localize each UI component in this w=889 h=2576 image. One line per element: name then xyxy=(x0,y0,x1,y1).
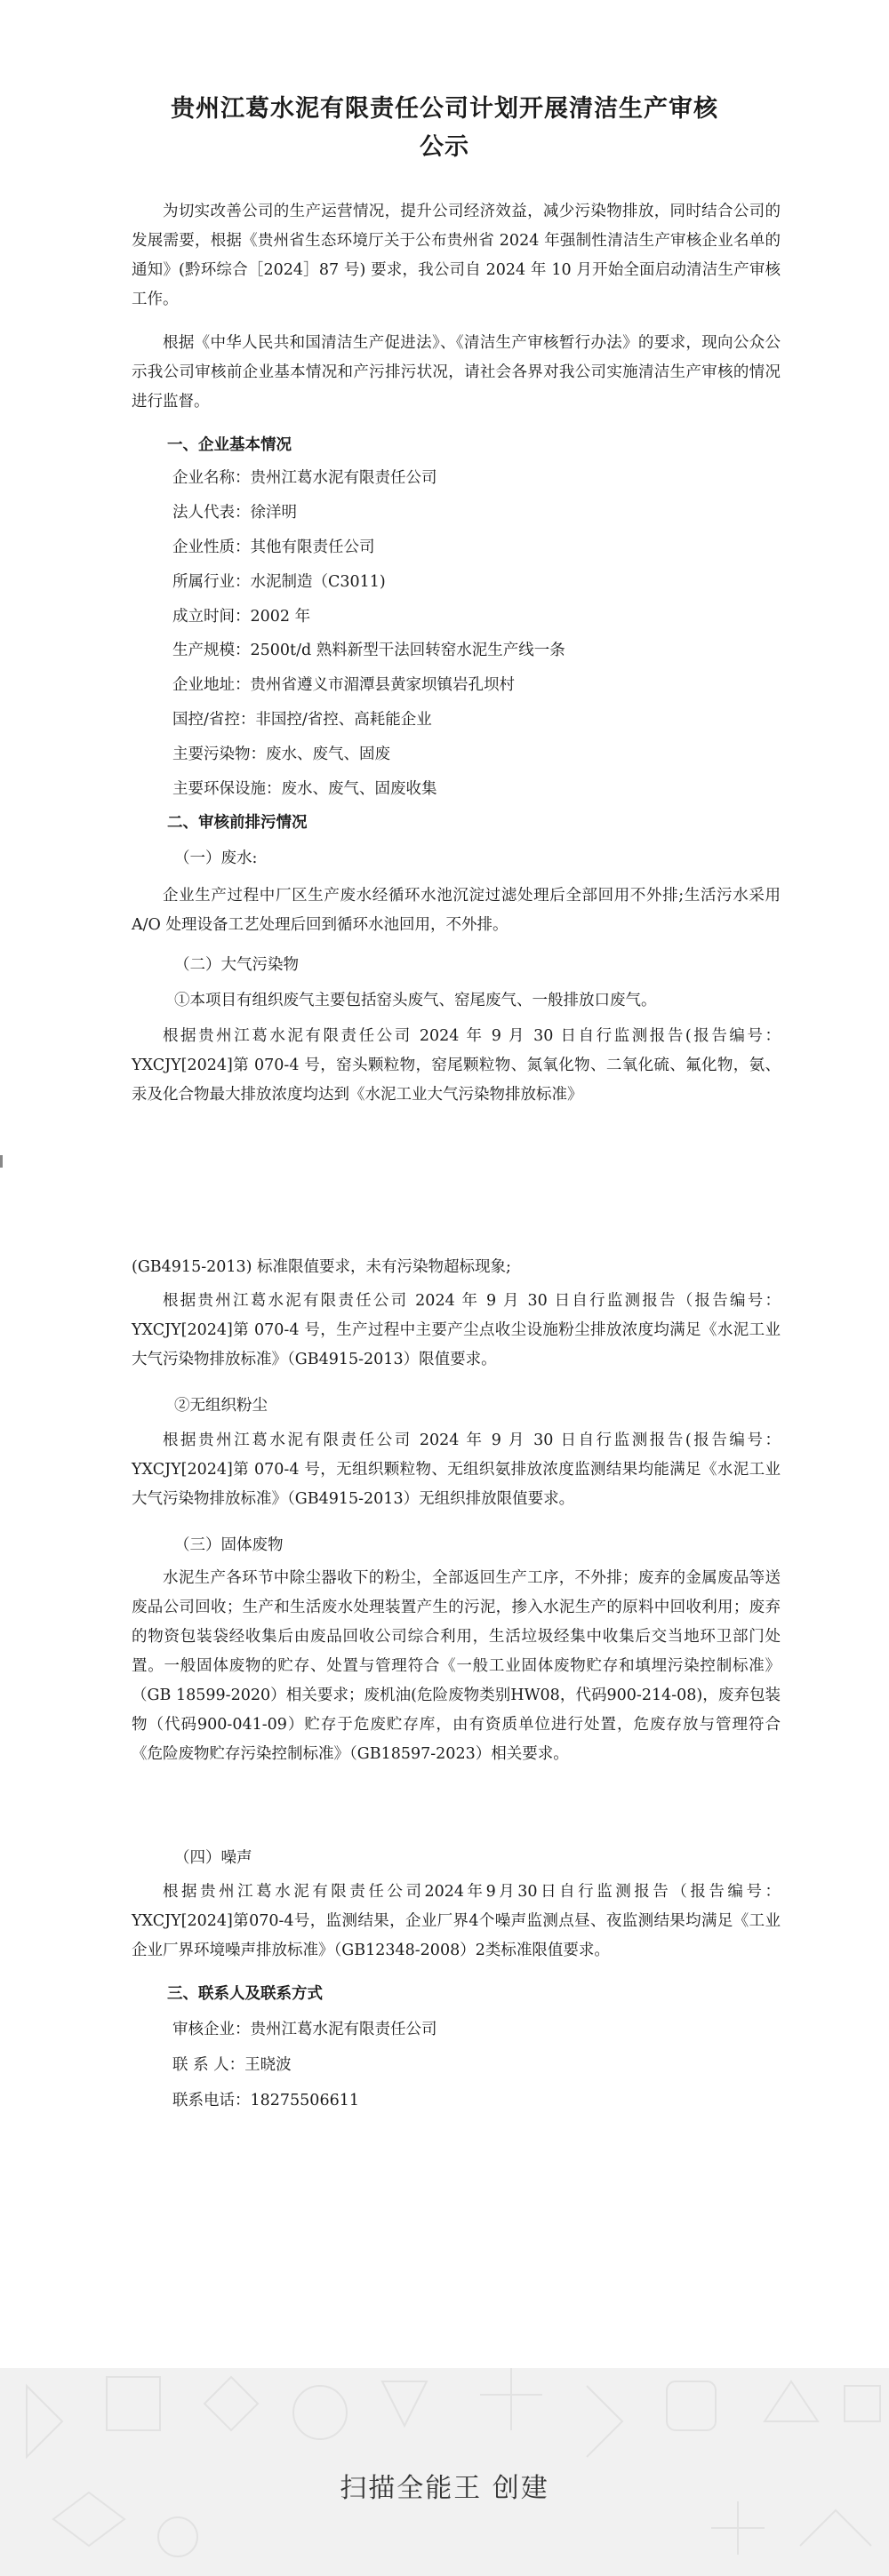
info-company-name: 企业名称：贵州江葛水泥有限责任公司 xyxy=(172,469,437,487)
info-address: 企业地址：贵州省遵义市湄潭县黄家坝镇岩孔坝村 xyxy=(172,676,515,694)
section-2-heading: 二、审核前排污情况 xyxy=(167,814,308,832)
section-1-heading: 一、企业基本情况 xyxy=(167,436,292,454)
info-founded: 成立时间：2002 年 xyxy=(172,608,311,626)
info-scale: 生产规模：2500t/d 熟料新型干法回转窑水泥生产线一条 xyxy=(172,642,565,659)
wastewater-paragraph: 企业生产过程中厂区生产废水经循环水池沉淀过滤处理后全部回用不外排;生活污水采用 A/O 处理设备工艺处理后回到循环水池回用，不外排。 xyxy=(132,887,781,934)
info-company-type: 企业性质：其他有限责任公司 xyxy=(172,538,375,556)
info-env-facilities: 主要环保设施：废水、废气、固废收集 xyxy=(172,780,437,798)
intro-paragraph-1: 为切实改善公司的生产运营情况，提升公司经济效益，减少污染物排放，同时结合公司的发展需要，根据《贵州省生态环境厅关于公布贵州省 2024 年强制性清洁生产审核企业名单的通知》(黔环综合［2024］87 号) 要求，我公司自 2024 年 10 月开始全面启动清洁生产审核工作。 xyxy=(132,203,781,308)
info-legal-rep: 法人代表：徐洋明 xyxy=(172,504,297,522)
info-industry: 所属行业：水泥制造（C3011) xyxy=(172,573,386,591)
contact-phone: 联系电话：18275506611 xyxy=(172,2092,359,2109)
subsection-noise: （四）噪声 xyxy=(174,1849,252,1867)
info-control-level: 国控/省控：非国控/省控、高耗能企业 xyxy=(172,711,432,729)
title-line-1: 贵州江葛水泥有限责任公司计划开展清洁生产审核 xyxy=(171,95,718,123)
info-pollutants: 主要污染物：废水、废气、固废 xyxy=(172,746,390,763)
section-3-heading: 三、联系人及联系方式 xyxy=(167,1985,323,2003)
solid-waste-paragraph: 水泥生产各环节中除尘器收下的粉尘，全部返回生产工序，不外排；废弃的金属废品等送废品公司回收；生产和生活废水处理装置产生的污泥，掺入水泥生产的原料中回收利用；废弃的物资包装袋经收集后由废品回收公司综合利用，生活垃圾经集中收集后交当地环卫部门处置。一般固体废物的贮存、处置与管理符合《一般工业固体废物贮存和填埋污染控制标准》（GB 18599-2020）相关要求；废机油(危险废物类别HW08，代码900-214-08)，废弃包装物（代码900-041-09）贮存于危废贮存库，由有资质单位进行处置，危废存放与管理符合《危险废物贮存污染控制标准》（GB18597-2023）相关要求。 xyxy=(132,1569,781,1763)
page-break-gap xyxy=(0,1182,889,1253)
subsection-solid-waste: （三）固体废物 xyxy=(174,1536,284,1554)
contact-person: 联 系 人：王晓波 xyxy=(172,2056,292,2074)
subsection-air: （二）大气污染物 xyxy=(174,956,299,974)
air-unorganized-dust: ②无组织粉尘 xyxy=(174,1397,268,1415)
air-monitoring-paragraph-2: 根据贵州江葛水泥有限责任公司 2024 年 9 月 30 日自行监测报告（报告编号：YXCJY[2024]第 070-4 号，生产过程中主要产尘点收尘设施粉尘排放浓度均满足《水泥工业大气污染物排放标准》（GB4915-2013）限值要求。 xyxy=(132,1292,781,1368)
air-monitoring-continuation: (GB4915-2013) 标准限值要求，未有污染物超标现象; xyxy=(132,1258,511,1276)
air-monitoring-paragraph-1: 根据贵州江葛水泥有限责任公司 2024 年 9 月 30 日自行监测报告(报告编号：YXCJY[2024]第 070-4 号，窑头颗粒物，窑尾颗粒物、氮氧化物、二氧化硫、氟化物，氨、汞及化合物最大排放浓度均达到《水泥工业大气污染物排放标准》 xyxy=(132,1027,781,1104)
subsection-wastewater: （一）废水: xyxy=(174,849,258,867)
scanner-watermark-footer xyxy=(0,2368,889,2576)
title-line-2: 公示 xyxy=(420,133,469,161)
noise-paragraph: 根据贵州江葛水泥有限责任公司2024年9月30日自行监测报告（报告编号：YXCJY[2024]第070-4号，监测结果，企业厂界4个噪声监测点昼、夜监测结果均满足《工业企业厂界环境噪声排放标准》（GB12348-2008）2类标准限值要求。 xyxy=(132,1883,781,1959)
scan-edge-mark xyxy=(0,1155,3,1168)
air-monitoring-paragraph-3: 根据贵州江葛水泥有限责任公司 2024 年 9 月 30 日自行监测报告(报告编号：YXCJY[2024]第 070-4 号，无组织颗粒物、无组织氨排放浓度监测结果均能满足《水泥工业大气污染物排放标准》（GB4915-2013）无组织排放限值要求。 xyxy=(132,1432,781,1508)
scanner-watermark-text: 扫描全能王 创建 xyxy=(340,2473,549,2504)
air-organized-emissions: ①本项目有组织废气主要包括窑头废气、窑尾废气、一般排放口废气。 xyxy=(174,992,657,1009)
contact-company: 审核企业：贵州江葛水泥有限责任公司 xyxy=(172,2021,437,2038)
intro-paragraph-2: 根据《中华人民共和国清洁生产促进法》、《清洁生产审核暂行办法》的要求，现向公众公示我公司审核前企业基本情况和产污排污状况，请社会各界对我公司实施清洁生产审核的情况进行监督。 xyxy=(132,334,781,411)
